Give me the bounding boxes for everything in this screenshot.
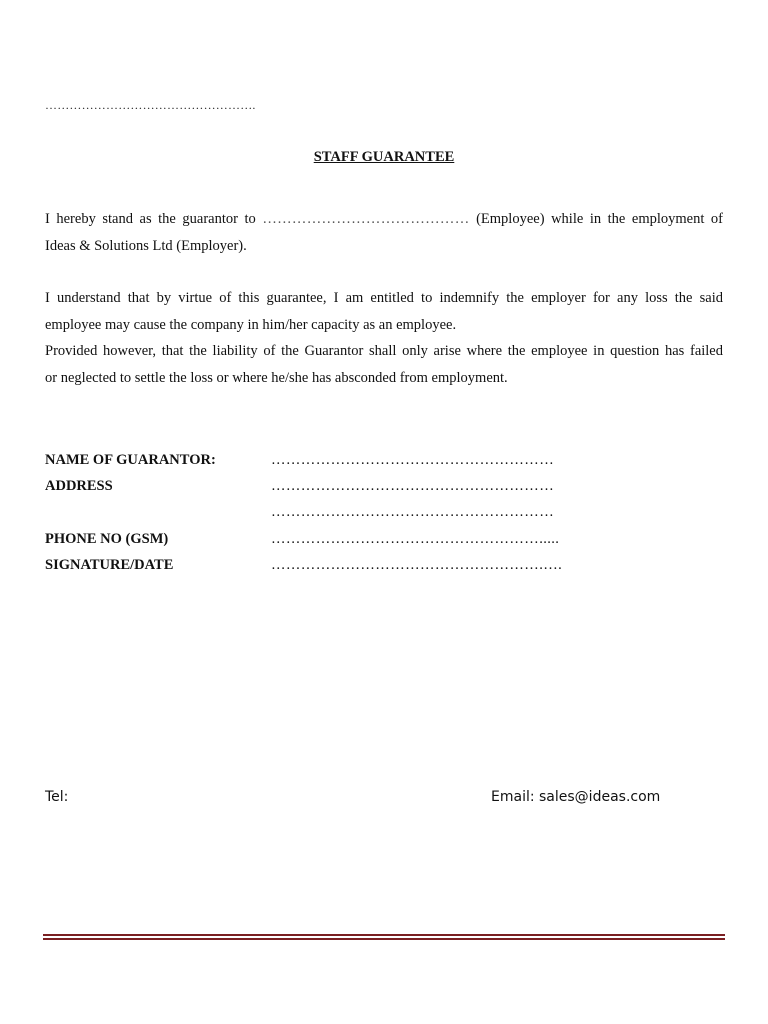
phone-label: PHONE NO (GSM) xyxy=(45,531,169,547)
name-of-guarantor-label: NAME OF GUARANTOR: xyxy=(45,452,216,468)
date-placeholder: ……………………………………………. xyxy=(45,98,256,112)
address-field-line-1: ………………………………………………… xyxy=(271,478,555,494)
guarantor-line-2: Ideas & Solutions Ltd (Employer). xyxy=(45,237,247,254)
employee-name-blank: …………………………………… xyxy=(262,211,470,227)
indemnity-line-1: I understand that by virtue of this guarantee, I am entitled to indemnify the employer for any loss the said xyxy=(45,290,723,306)
address-field-line-2: ………………………………………………… xyxy=(271,504,555,520)
signature-date-label: SIGNATURE/DATE xyxy=(45,557,174,573)
guarantor-statement-start: I hereby stand as the guarantor to xyxy=(45,211,256,227)
guarantor-statement-end: (Employee) while in the employment of xyxy=(476,211,724,227)
footer-tel: Tel: xyxy=(45,789,69,805)
indemnity-line-2: employee may cause the company in him/her capacity as an employee. xyxy=(45,316,457,333)
address-label: ADDRESS xyxy=(45,478,113,494)
phone-field: ………………………………………………..... xyxy=(271,531,560,547)
document-title: STAFF GUARANTEE xyxy=(313,149,455,165)
liability-line-2: or neglected to settle the loss or where he/she has absconded from employment. xyxy=(45,370,508,387)
signature-date-field: ……………………………………………….…. xyxy=(271,557,563,573)
guarantor-line-1 xyxy=(45,206,723,233)
name-of-guarantor-field: ………………………………………………… xyxy=(271,452,555,468)
indemnity-paragraph xyxy=(45,285,723,392)
guarantor-paragraph xyxy=(45,206,723,259)
footer-divider xyxy=(43,934,725,940)
liability-line-1: Provided however, that the liability of the Guarantor shall only arise where the employee in question has failed xyxy=(45,343,723,360)
footer-email: Email: sales@ideas.com xyxy=(491,789,661,805)
